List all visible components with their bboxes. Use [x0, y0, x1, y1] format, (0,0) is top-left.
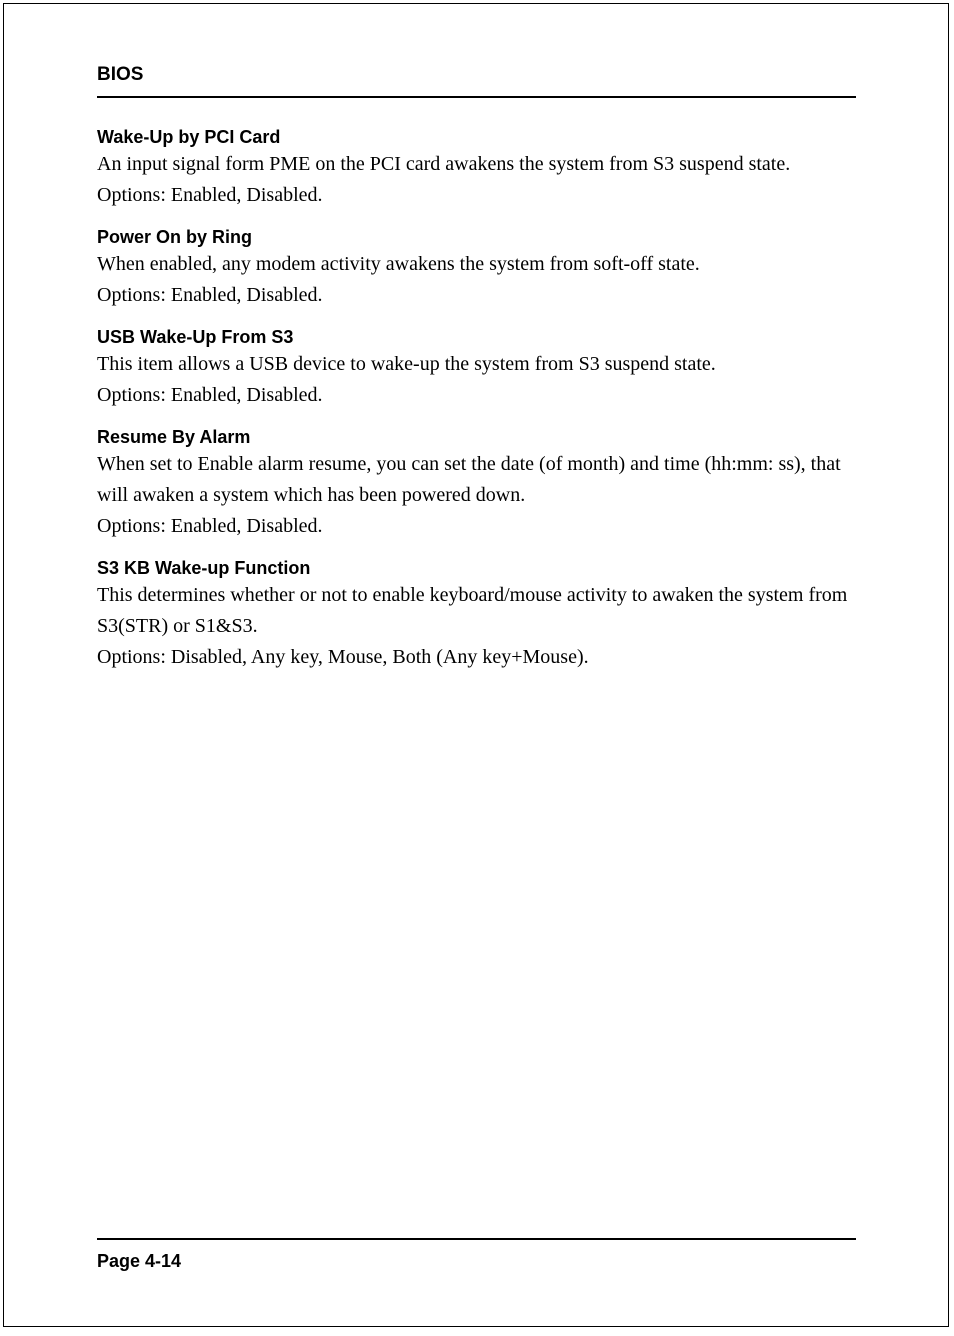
section-title: S3 KB Wake-up Function — [97, 558, 311, 578]
page-number: Page 4-14 — [97, 1251, 182, 1271]
section-title: Power On by Ring — [97, 227, 253, 247]
section-description: This determines whether or not to enable keyboard/mouse activity to awaken the system from S3(STR) or S1&S3. — [97, 584, 848, 637]
section-title: USB Wake-Up From S3 — [97, 327, 294, 347]
section-options: Options: Disabled, Any key, Mouse, Both (Any key+Mouse). — [97, 646, 589, 668]
section-options: Options: Enabled, Disabled. — [97, 184, 323, 206]
section-description: An input signal form PME on the PCI card awakens the system from S3 suspend state. — [97, 153, 791, 175]
section-power-on-by-ring — [97, 226, 857, 311]
section-wake-up-by-pci-card — [97, 126, 857, 211]
section-options: Options: Enabled, Disabled. — [97, 384, 323, 406]
section-title: Wake-Up by PCI Card — [97, 127, 281, 147]
section-usb-wake-up-from-s3 — [97, 326, 857, 411]
section-description: When set to Enable alarm resume, you can set the date (of month) and time (hh:mm: ss), that will awaken a system which has been powered down. — [97, 453, 841, 506]
section-title: Resume By Alarm — [97, 427, 251, 447]
header-title: BIOS — [97, 64, 144, 85]
section-options: Options: Enabled, Disabled. — [97, 284, 323, 306]
section-resume-by-alarm — [97, 426, 857, 542]
section-description: When enabled, any modem activity awakens the system from soft-off state. — [97, 253, 700, 275]
section-options: Options: Enabled, Disabled. — [97, 515, 323, 537]
section-s3-kb-wake-up-function — [97, 557, 857, 673]
section-description: This item allows a USB device to wake-up the system from S3 suspend state. — [97, 353, 716, 375]
footer-rule — [97, 1238, 856, 1240]
page-content — [97, 126, 857, 688]
header-rule — [97, 96, 856, 98]
